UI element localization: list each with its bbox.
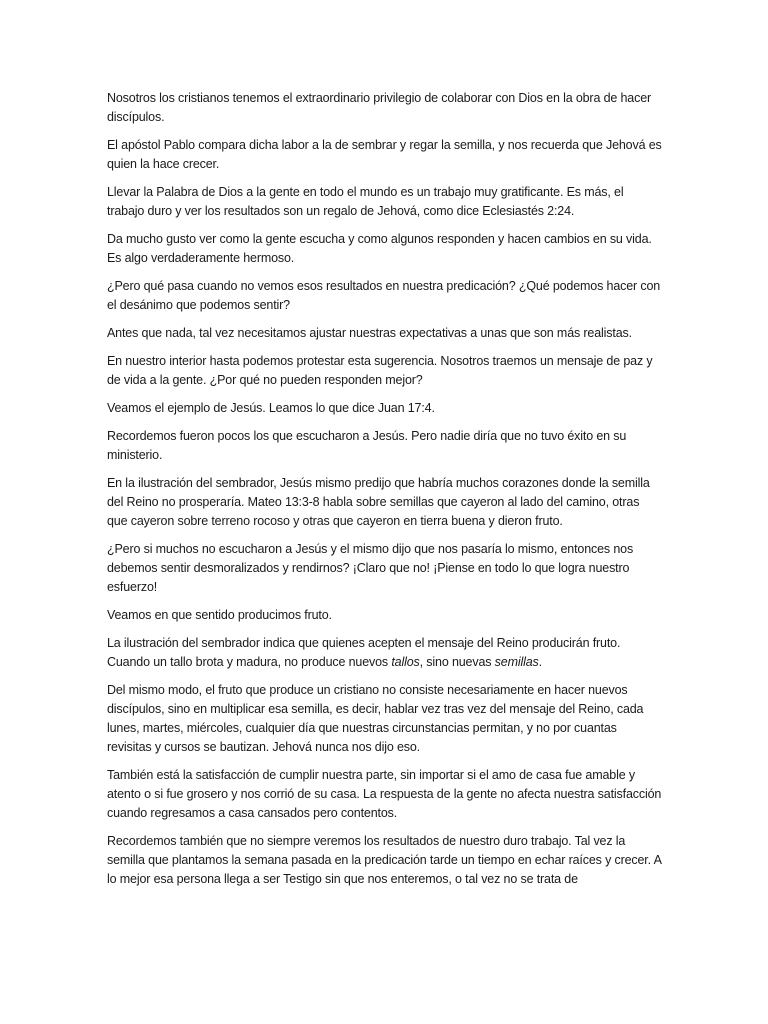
paragraph-9: Recordemos fueron pocos los que escucharon a Jesús. Pero nadie diría que no tuvo éxito en su ministerio.: [107, 429, 627, 462]
document-body: [107, 89, 663, 898]
paragraph-13-italic-tallos: tallos: [391, 655, 420, 669]
paragraph-2: El apóstol Pablo compara dicha labor a la de sembrar y regar la semilla, y nos recuerda que Jehová es quien la hace crecer.: [107, 138, 662, 171]
paragraph-14: Del mismo modo, el fruto que produce un cristiano no consiste necesariamente en hacer nuevos discípulos, sino en multiplicar esa semilla, es decir, hablar vez tras vez del mensaje del Reino, cada lunes, martes, miércoles, cualquier día que nuestras circunstancias permitan, y no por cuantas revisitas y cursos se bautizan. Jehová nunca nos dijo eso.: [107, 683, 644, 754]
paragraph-16: Recordemos también que no siempre veremos los resultados de nuestro duro trabajo. Tal vez la semilla que plantamos la semana pasada en la predicación tarde un tiempo en echar raíces y crecer. A lo mejor esa persona llega a ser Testigo sin que nos enteremos, o tal vez no se trata de: [107, 834, 662, 886]
paragraph-5: ¿Pero qué pasa cuando no vemos esos resultados en nuestra predicación? ¿Qué podemos hacer con el desánimo que podemos sentir?: [107, 279, 661, 312]
paragraph-4: Da mucho gusto ver como la gente escucha y como algunos responden y hacen cambios en su vida. Es algo verdaderamente hermoso.: [107, 232, 652, 265]
paragraph-13-text-c: .: [538, 655, 542, 669]
paragraph-13-text-b: , sino nuevas: [419, 655, 495, 669]
paragraph-11: ¿Pero si muchos no escucharon a Jesús y el mismo dijo que nos pasaría lo mismo, entonces nos debemos sentir desmoralizados y rendirnos? ¡Claro que no! ¡Piense en todo lo que logra nuestro esfuerzo!: [107, 542, 634, 594]
paragraph-3: Llevar la Palabra de Dios a la gente en todo el mundo es un trabajo muy gratificante. Es más, el trabajo duro y ver los resultados son un regalo de Jehová, como dice Eclesiastés 2:24.: [107, 185, 624, 218]
paragraph-12: Veamos en que sentido producimos fruto.: [107, 608, 332, 622]
paragraph-13-text-a: La ilustración del sembrador indica que quienes acepten el mensaje del Reino producirán fruto. Cuando un tallo brota y madura, no produce nuevos: [107, 636, 621, 669]
paragraph-13-italic-semillas: semillas: [494, 655, 539, 669]
paragraph-15: También está la satisfacción de cumplir nuestra parte, sin importar si el amo de casa fue amable y atento o si fue grosero y nos corrió de su casa. La respuesta de la gente no afecta nuestra satisfacción cuando regresamos a casa cansados pero contentos.: [107, 768, 662, 820]
paragraph-6: Antes que nada, tal vez necesitamos ajustar nuestras expectativas a unas que son más realistas.: [107, 326, 632, 340]
paragraph-1: Nosotros los cristianos tenemos el extraordinario privilegio de colaborar con Dios en la obra de hacer discípulos.: [107, 91, 652, 124]
paragraph-10: En la ilustración del sembrador, Jesús mismo predijo que habría muchos corazones donde la semilla del Reino no prosperaría. Mateo 13:3-8 habla sobre semillas que cayeron al lado del camino, otras que cayeron sobre terreno rocoso y otras que cayeron en tierra buena y dieron fruto.: [107, 476, 650, 528]
paragraph-7: En nuestro interior hasta podemos protestar esta sugerencia. Nosotros traemos un mensaje de paz y de vida a la gente. ¿Por qué no pueden responden mejor?: [107, 354, 653, 387]
paragraph-8: Veamos el ejemplo de Jesús. Leamos lo que dice Juan 17:4.: [107, 401, 435, 415]
paragraph-13: [107, 634, 663, 672]
